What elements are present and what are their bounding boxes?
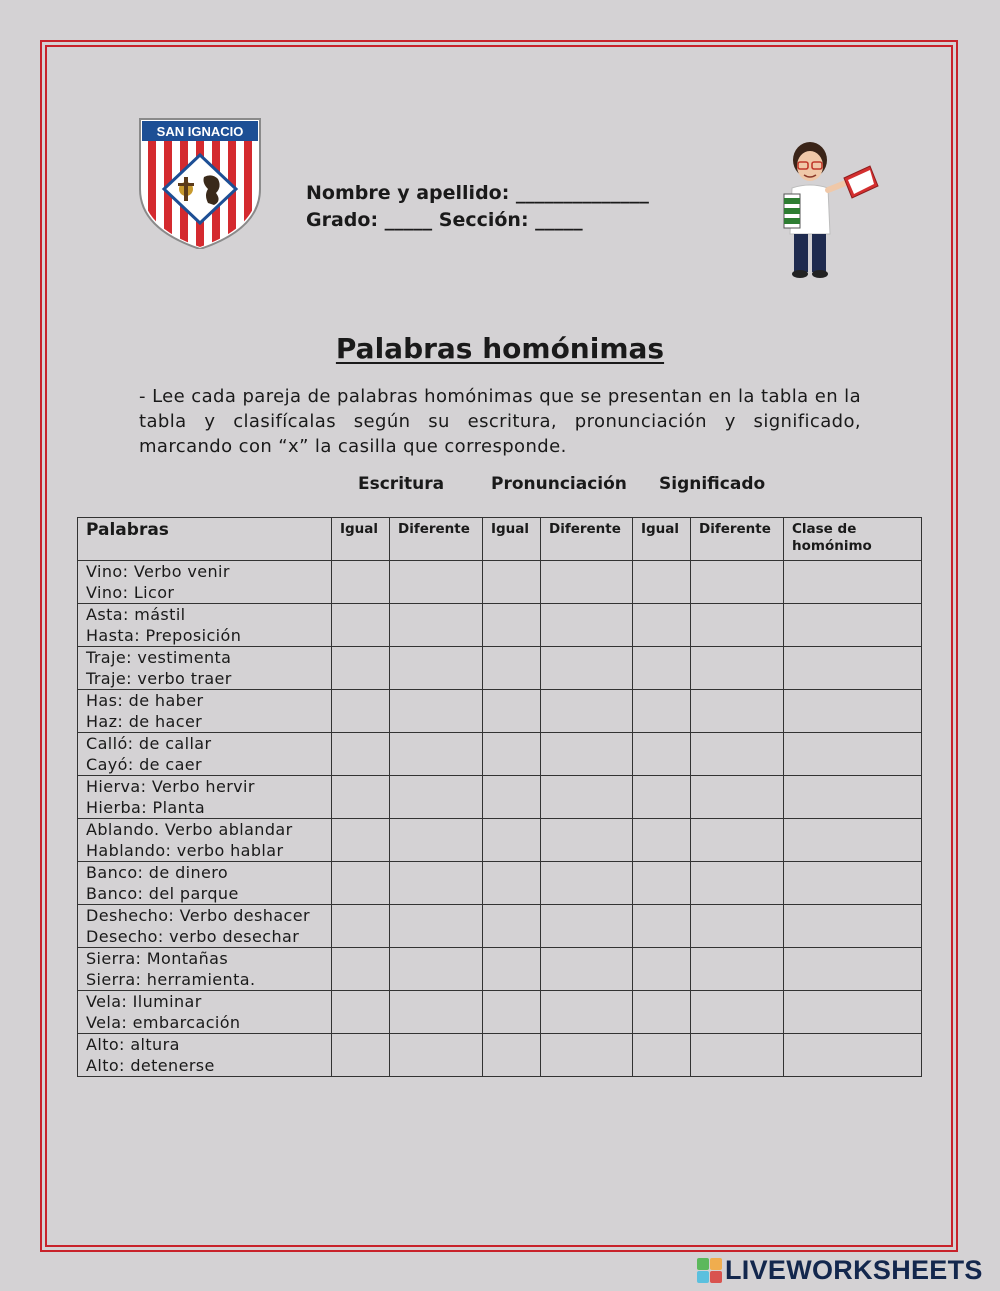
word-definition: Hierba: Planta <box>86 798 206 817</box>
word-pair-cell <box>78 819 332 862</box>
answer-cell-pronunciacion-igual[interactable] <box>483 561 541 604</box>
answer-cell-escritura-diferente[interactable] <box>390 647 483 690</box>
answer-cell-significado-diferente[interactable] <box>691 1034 784 1077</box>
answer-cell-clase-homonimo[interactable] <box>784 561 922 604</box>
table-row <box>78 905 922 948</box>
answer-cell-significado-igual[interactable] <box>633 733 691 776</box>
answer-cell-clase-homonimo[interactable] <box>784 604 922 647</box>
word-pair-cell <box>78 905 332 948</box>
worksheet-title: Palabras homónimas <box>335 332 665 365</box>
table-header-row <box>78 518 922 561</box>
table-row <box>78 991 922 1034</box>
header-escritura-diferente: Diferente <box>390 518 483 561</box>
table-row <box>78 1034 922 1077</box>
word-definition: Traje: verbo traer <box>86 669 232 688</box>
answer-cell-pronunciacion-diferente[interactable] <box>541 1034 633 1077</box>
word-pair-cell <box>78 1034 332 1077</box>
answer-cell-escritura-igual[interactable] <box>332 776 390 819</box>
answer-cell-pronunciacion-igual[interactable] <box>483 647 541 690</box>
header-significado-diferente: Diferente <box>691 518 784 561</box>
answer-cell-pronunciacion-igual[interactable] <box>483 905 541 948</box>
answer-cell-pronunciacion-diferente[interactable] <box>541 604 633 647</box>
answer-cell-significado-diferente[interactable] <box>691 862 784 905</box>
word-definition: Vino: Verbo venir <box>86 562 230 581</box>
answer-cell-clase-homonimo[interactable] <box>784 776 922 819</box>
answer-cell-escritura-igual[interactable] <box>332 819 390 862</box>
answer-cell-clase-homonimo[interactable] <box>784 1034 922 1077</box>
answer-cell-significado-igual[interactable] <box>633 991 691 1034</box>
answer-cell-significado-igual[interactable] <box>633 690 691 733</box>
answer-cell-significado-diferente[interactable] <box>691 905 784 948</box>
word-pair-cell <box>78 862 332 905</box>
answer-cell-clase-homonimo[interactable] <box>784 905 922 948</box>
answer-cell-pronunciacion-diferente[interactable] <box>541 776 633 819</box>
answer-cell-escritura-igual[interactable] <box>332 1034 390 1077</box>
word-pair-cell <box>78 604 332 647</box>
answer-cell-pronunciacion-igual[interactable] <box>483 733 541 776</box>
answer-cell-escritura-diferente[interactable] <box>390 948 483 991</box>
answer-cell-pronunciacion-diferente[interactable] <box>541 690 633 733</box>
answer-cell-pronunciacion-igual[interactable] <box>483 991 541 1034</box>
answer-cell-significado-igual[interactable] <box>633 948 691 991</box>
table-row <box>78 862 922 905</box>
answer-cell-pronunciacion-igual[interactable] <box>483 819 541 862</box>
answer-cell-significado-diferente[interactable] <box>691 819 784 862</box>
answer-cell-clase-homonimo[interactable] <box>784 819 922 862</box>
school-shield-logo <box>138 117 262 249</box>
table-row <box>78 733 922 776</box>
word-definition: Sierra: Montañas <box>86 949 229 968</box>
answer-cell-escritura-diferente[interactable] <box>390 561 483 604</box>
answer-cell-significado-igual[interactable] <box>633 776 691 819</box>
word-pair-cell <box>78 948 332 991</box>
answer-cell-escritura-diferente[interactable] <box>390 733 483 776</box>
answer-cell-clase-homonimo[interactable] <box>784 690 922 733</box>
answer-cell-escritura-igual[interactable] <box>332 905 390 948</box>
word-pair-cell <box>78 647 332 690</box>
answer-cell-pronunciacion-igual[interactable] <box>483 604 541 647</box>
answer-cell-escritura-igual[interactable] <box>332 991 390 1034</box>
answer-cell-pronunciacion-diferente[interactable] <box>541 819 633 862</box>
word-definition: Hablando: verbo hablar <box>86 841 284 860</box>
answer-cell-pronunciacion-diferente[interactable] <box>541 561 633 604</box>
word-pair-cell <box>78 776 332 819</box>
header-pronunciacion-igual: Igual <box>483 518 541 561</box>
answer-cell-significado-diferente[interactable] <box>691 948 784 991</box>
answer-cell-escritura-igual[interactable] <box>332 733 390 776</box>
answer-cell-escritura-diferente[interactable] <box>390 905 483 948</box>
table-row <box>78 561 922 604</box>
answer-cell-significado-diferente[interactable] <box>691 733 784 776</box>
word-pair-cell <box>78 690 332 733</box>
answer-cell-escritura-igual[interactable] <box>332 690 390 733</box>
answer-cell-escritura-igual[interactable] <box>332 948 390 991</box>
header-escritura-igual: Igual <box>332 518 390 561</box>
answer-cell-pronunciacion-diferente[interactable] <box>541 948 633 991</box>
word-definition: Calló: de callar <box>86 734 212 753</box>
answer-cell-significado-igual[interactable] <box>633 905 691 948</box>
answer-cell-pronunciacion-igual[interactable] <box>483 1034 541 1077</box>
answer-cell-significado-igual[interactable] <box>633 604 691 647</box>
answer-cell-pronunciacion-igual[interactable] <box>483 862 541 905</box>
answer-cell-escritura-diferente[interactable] <box>390 690 483 733</box>
word-definition: Hasta: Preposición <box>86 626 242 645</box>
table-row <box>78 948 922 991</box>
word-definition: Deshecho: Verbo deshacer <box>86 906 310 925</box>
answer-cell-significado-diferente[interactable] <box>691 647 784 690</box>
answer-cell-significado-diferente[interactable] <box>691 690 784 733</box>
answer-cell-escritura-diferente[interactable] <box>390 776 483 819</box>
word-pair-cell <box>78 733 332 776</box>
answer-cell-significado-igual[interactable] <box>633 862 691 905</box>
word-definition: Banco: del parque <box>86 884 239 903</box>
answer-cell-significado-igual[interactable] <box>633 561 691 604</box>
word-definition: Alto: altura <box>86 1035 180 1054</box>
answer-cell-clase-homonimo[interactable] <box>784 647 922 690</box>
table-row <box>78 604 922 647</box>
answer-cell-pronunciacion-diferente[interactable] <box>541 905 633 948</box>
word-pair-cell <box>78 561 332 604</box>
student-info-header <box>306 180 649 234</box>
word-definition: Ablando. Verbo ablandar <box>86 820 293 839</box>
word-definition: Vino: Licor <box>86 583 175 602</box>
instructions-text: - Lee cada pareja de palabras homónimas que se presentan en la tabla en la tabla y clasifícalas según su escritura, pronunciación y significado, marcando con “x” la casilla que corresponde. <box>139 386 861 457</box>
table-row <box>78 647 922 690</box>
answer-cell-significado-igual[interactable] <box>633 1034 691 1077</box>
answer-cell-pronunciacion-diferente[interactable] <box>541 647 633 690</box>
word-definition: Has: de haber <box>86 691 204 710</box>
word-definition: Asta: mástil <box>86 605 186 624</box>
column-group-pronunciacion: Pronunciación <box>491 474 627 494</box>
answer-cell-escritura-igual[interactable] <box>332 862 390 905</box>
answer-cell-significado-diferente[interactable] <box>691 776 784 819</box>
word-definition: Alto: detenerse <box>86 1056 215 1075</box>
word-definition: Banco: de dinero <box>86 863 229 882</box>
answer-cell-pronunciacion-igual[interactable] <box>483 690 541 733</box>
answer-cell-significado-diferente[interactable] <box>691 604 784 647</box>
answer-cell-pronunciacion-igual[interactable] <box>483 948 541 991</box>
answer-cell-escritura-igual[interactable] <box>332 604 390 647</box>
word-definition: Haz: de hacer <box>86 712 203 731</box>
word-definition: Hierva: Verbo hervir <box>86 777 255 796</box>
answer-cell-clase-homonimo[interactable] <box>784 948 922 991</box>
word-definition: Vela: Iluminar <box>86 992 202 1011</box>
answer-cell-significado-diferente[interactable] <box>691 561 784 604</box>
answer-cell-escritura-diferente[interactable] <box>390 991 483 1034</box>
school-name-text: SAN IGNACIO <box>156 124 244 139</box>
answer-cell-clase-homonimo[interactable] <box>784 862 922 905</box>
answer-cell-escritura-diferente[interactable] <box>390 862 483 905</box>
answer-cell-escritura-igual[interactable] <box>332 561 390 604</box>
homonyms-table <box>77 517 922 1077</box>
header-pronunciacion-diferente: Diferente <box>541 518 633 561</box>
answer-cell-significado-igual[interactable] <box>633 819 691 862</box>
word-definition: Sierra: herramienta. <box>86 970 256 989</box>
header-palabras: Palabras <box>78 518 332 561</box>
answer-cell-significado-igual[interactable] <box>633 647 691 690</box>
table-row <box>78 819 922 862</box>
liveworksheets-logo-icon <box>697 1258 722 1283</box>
grade-section-label: Grado: _____ Sección: _____ <box>306 209 583 231</box>
answer-cell-pronunciacion-diferente[interactable] <box>541 862 633 905</box>
word-definition: Vela: embarcación <box>86 1013 241 1032</box>
word-definition: Desecho: verbo desechar <box>86 927 300 946</box>
answer-cell-escritura-igual[interactable] <box>332 647 390 690</box>
table-row <box>78 690 922 733</box>
answer-cell-clase-homonimo[interactable] <box>784 733 922 776</box>
word-definition: Cayó: de caer <box>86 755 203 774</box>
table-row <box>78 776 922 819</box>
answer-cell-pronunciacion-diferente[interactable] <box>541 733 633 776</box>
answer-cell-pronunciacion-igual[interactable] <box>483 776 541 819</box>
header-clase-homonimo: Clase de homónimo <box>784 518 922 561</box>
name-field-label: Nombre y apellido: ______________ <box>306 182 649 204</box>
liveworksheets-watermark <box>697 1255 983 1285</box>
answer-cell-escritura-diferente[interactable] <box>390 1034 483 1077</box>
answer-cell-clase-homonimo[interactable] <box>784 991 922 1034</box>
column-group-escritura: Escritura <box>358 474 445 494</box>
word-definition: Traje: vestimenta <box>86 648 232 667</box>
answer-cell-escritura-diferente[interactable] <box>390 604 483 647</box>
header-significado-igual: Igual <box>633 518 691 561</box>
answer-cell-escritura-diferente[interactable] <box>390 819 483 862</box>
column-group-significado: Significado <box>659 474 766 494</box>
teacher-avatar-illustration <box>770 138 882 280</box>
watermark-text: LIVEWORKSHEETS <box>725 1254 983 1285</box>
answer-cell-significado-diferente[interactable] <box>691 991 784 1034</box>
word-pair-cell <box>78 991 332 1034</box>
answer-cell-pronunciacion-diferente[interactable] <box>541 991 633 1034</box>
